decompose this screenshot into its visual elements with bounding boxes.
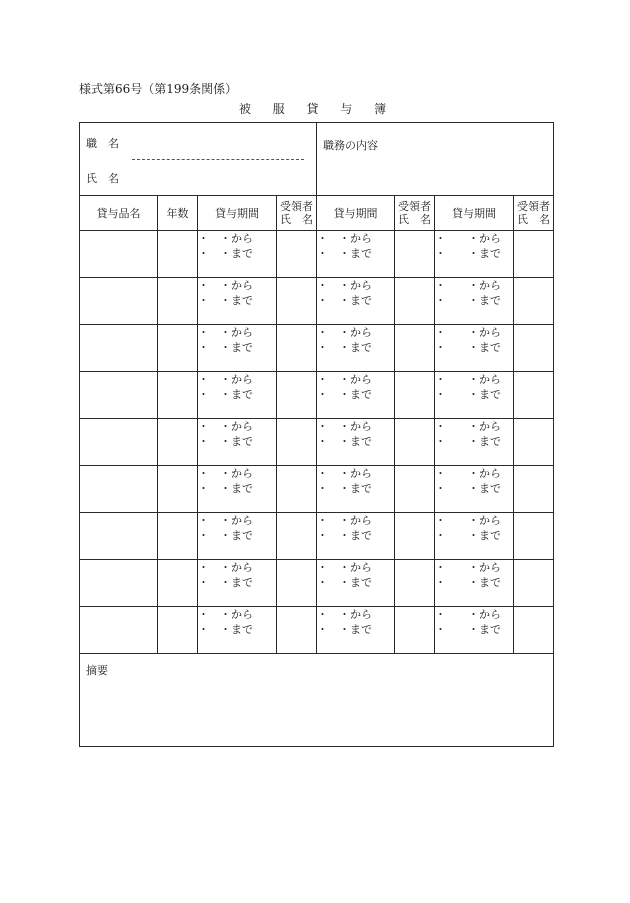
period-cell-3[interactable] xyxy=(435,419,514,466)
period-to-text: ・ ・まで xyxy=(198,529,253,542)
receiver-line2: 氏 名 xyxy=(517,213,550,226)
period-cell-3[interactable] xyxy=(435,607,514,654)
ledger-row xyxy=(80,278,554,325)
period-cell-3[interactable] xyxy=(435,278,514,325)
period-to-text: ・ ・まで xyxy=(198,576,253,589)
clothing-loan-ledger-table xyxy=(79,122,554,747)
period-from-text: ・ ・から xyxy=(317,467,372,480)
item-name-cell[interactable] xyxy=(80,607,158,654)
name-label: 氏 名 xyxy=(86,172,119,185)
period-cell-2[interactable] xyxy=(317,466,395,513)
period-cell-2[interactable] xyxy=(317,607,395,654)
ledger-row xyxy=(80,560,554,607)
period-to-text: ・ ・まで xyxy=(317,623,372,636)
period-from-text: ・ ・から xyxy=(317,608,372,621)
period-cell-2[interactable] xyxy=(317,513,395,560)
period-cell-2[interactable] xyxy=(317,278,395,325)
receiver-cell-3[interactable] xyxy=(514,560,554,607)
ledger-row xyxy=(80,231,554,278)
ledger-row xyxy=(80,607,554,654)
receiver-cell-1[interactable] xyxy=(277,278,317,325)
years-cell[interactable] xyxy=(158,560,198,607)
period-to-text: ・ ・まで xyxy=(435,247,501,260)
period-to-text: ・ ・まで xyxy=(435,435,501,448)
period-cell-1[interactable] xyxy=(198,607,277,654)
remarks-label: 摘要 xyxy=(86,664,108,677)
period-from-text: ・ ・から xyxy=(435,373,501,386)
period-to-text: ・ ・まで xyxy=(317,294,372,307)
column-header-years: 年数 xyxy=(158,196,198,231)
period-to-text: ・ ・まで xyxy=(198,388,253,401)
period-cell-3[interactable] xyxy=(435,466,514,513)
period-to-text: ・ ・まで xyxy=(435,482,501,495)
receiver-line2: 氏 名 xyxy=(398,213,431,226)
period-from-text: ・ ・から xyxy=(198,561,253,574)
column-header-period-3: 貸与期間 xyxy=(435,196,514,231)
period-cell-2[interactable] xyxy=(317,419,395,466)
years-cell[interactable] xyxy=(158,278,198,325)
item-name-cell[interactable] xyxy=(80,419,158,466)
period-cell-1[interactable] xyxy=(198,231,277,278)
period-cell-3[interactable] xyxy=(435,513,514,560)
receiver-cell-2[interactable] xyxy=(395,560,435,607)
years-cell[interactable] xyxy=(158,466,198,513)
period-to-text: ・ ・まで xyxy=(317,388,372,401)
receiver-cell-3[interactable] xyxy=(514,607,554,654)
period-from-text: ・ ・から xyxy=(317,232,372,245)
years-cell[interactable] xyxy=(158,231,198,278)
period-cell-1[interactable] xyxy=(198,466,277,513)
ledger-row xyxy=(80,419,554,466)
period-from-text: ・ ・から xyxy=(198,608,253,621)
period-from-text: ・ ・から xyxy=(198,467,253,480)
receiver-cell-3[interactable] xyxy=(514,325,554,372)
receiver-cell-1[interactable] xyxy=(277,607,317,654)
period-to-text: ・ ・まで xyxy=(198,482,253,495)
period-from-text: ・ ・から xyxy=(435,561,501,574)
receiver-cell-1[interactable] xyxy=(277,513,317,560)
period-to-text: ・ ・まで xyxy=(198,341,253,354)
period-cell-3[interactable] xyxy=(435,372,514,419)
receiver-cell-3[interactable] xyxy=(514,372,554,419)
period-to-text: ・ ・まで xyxy=(317,435,372,448)
period-from-text: ・ ・から xyxy=(198,326,253,339)
receiver-cell-1[interactable] xyxy=(277,372,317,419)
period-from-text: ・ ・から xyxy=(198,373,253,386)
period-cell-1[interactable] xyxy=(198,372,277,419)
receiver-cell-1[interactable] xyxy=(277,466,317,513)
receiver-cell-2[interactable] xyxy=(395,278,435,325)
column-header-period-2: 貸与期間 xyxy=(317,196,395,231)
ledger-row xyxy=(80,372,554,419)
period-to-text: ・ ・まで xyxy=(198,435,253,448)
receiver-cell-2[interactable] xyxy=(395,372,435,419)
period-from-text: ・ ・から xyxy=(198,514,253,527)
period-from-text: ・ ・から xyxy=(198,279,253,292)
period-to-text: ・ ・まで xyxy=(198,294,253,307)
duty-content-field[interactable] xyxy=(317,123,554,196)
form-number-label: 様式第66号（第199条関係） xyxy=(79,82,238,96)
column-header-receiver-1 xyxy=(277,196,317,231)
period-from-text: ・ ・から xyxy=(435,608,501,621)
receiver-line1: 受領者 xyxy=(280,200,313,213)
period-from-text: ・ ・から xyxy=(198,420,253,433)
receiver-cell-1[interactable] xyxy=(277,231,317,278)
period-to-text: ・ ・まで xyxy=(435,341,501,354)
period-cell-1[interactable] xyxy=(198,419,277,466)
period-cell-2[interactable] xyxy=(317,325,395,372)
post-label: 職 名 xyxy=(86,137,119,150)
ledger-row xyxy=(80,325,554,372)
remarks-field[interactable] xyxy=(80,654,554,747)
item-name-cell[interactable] xyxy=(80,325,158,372)
years-cell[interactable] xyxy=(158,372,198,419)
column-header-row xyxy=(80,196,554,231)
years-cell[interactable] xyxy=(158,325,198,372)
column-header-receiver-3 xyxy=(514,196,554,231)
period-from-text: ・ ・から xyxy=(435,232,501,245)
receiver-cell-1[interactable] xyxy=(277,325,317,372)
period-cell-2[interactable] xyxy=(317,372,395,419)
receiver-cell-3[interactable] xyxy=(514,278,554,325)
receiver-line2: 氏 名 xyxy=(280,213,313,226)
period-from-text: ・ ・から xyxy=(435,279,501,292)
period-from-text: ・ ・から xyxy=(317,420,372,433)
years-cell[interactable] xyxy=(158,513,198,560)
column-header-item: 貸与品名 xyxy=(80,196,158,231)
receiver-cell-1[interactable] xyxy=(277,419,317,466)
post-name-field[interactable] xyxy=(80,123,317,196)
period-to-text: ・ ・まで xyxy=(435,529,501,542)
item-name-cell[interactable] xyxy=(80,278,158,325)
period-from-text: ・ ・から xyxy=(317,561,372,574)
years-cell[interactable] xyxy=(158,419,198,466)
years-cell[interactable] xyxy=(158,607,198,654)
receiver-cell-2[interactable] xyxy=(395,607,435,654)
period-to-text: ・ ・まで xyxy=(317,247,372,260)
period-to-text: ・ ・まで xyxy=(198,623,253,636)
period-cell-1[interactable] xyxy=(198,560,277,607)
item-name-cell[interactable] xyxy=(80,231,158,278)
receiver-cell-3[interactable] xyxy=(514,231,554,278)
period-cell-3[interactable] xyxy=(435,560,514,607)
document-title: 被 服 貸 与 簿 xyxy=(238,102,396,116)
item-name-cell[interactable] xyxy=(80,560,158,607)
receiver-line1: 受領者 xyxy=(517,200,550,213)
period-to-text: ・ ・まで xyxy=(435,294,501,307)
period-cell-1[interactable] xyxy=(198,278,277,325)
period-to-text: ・ ・まで xyxy=(317,576,372,589)
period-from-text: ・ ・から xyxy=(435,420,501,433)
duty-content-label: 職務の内容 xyxy=(323,139,378,152)
period-cell-2[interactable] xyxy=(317,231,395,278)
dashed-separator xyxy=(132,159,304,160)
period-from-text: ・ ・から xyxy=(198,232,253,245)
period-from-text: ・ ・から xyxy=(435,514,501,527)
column-header-receiver-2 xyxy=(395,196,435,231)
period-cell-2[interactable] xyxy=(317,560,395,607)
period-cell-1[interactable] xyxy=(198,513,277,560)
period-from-text: ・ ・から xyxy=(317,514,372,527)
period-cell-3[interactable] xyxy=(435,325,514,372)
column-header-period-1: 貸与期間 xyxy=(198,196,277,231)
receiver-cell-2[interactable] xyxy=(395,466,435,513)
ledger-row xyxy=(80,513,554,560)
period-to-text: ・ ・まで xyxy=(198,247,253,260)
period-to-text: ・ ・まで xyxy=(435,388,501,401)
receiver-cell-2[interactable] xyxy=(395,513,435,560)
period-from-text: ・ ・から xyxy=(317,326,372,339)
ledger-row xyxy=(80,466,554,513)
period-to-text: ・ ・まで xyxy=(435,623,501,636)
item-name-cell[interactable] xyxy=(80,466,158,513)
receiver-cell-2[interactable] xyxy=(395,231,435,278)
receiver-cell-2[interactable] xyxy=(395,325,435,372)
receiver-cell-1[interactable] xyxy=(277,560,317,607)
item-name-cell[interactable] xyxy=(80,513,158,560)
period-to-text: ・ ・まで xyxy=(317,529,372,542)
period-from-text: ・ ・から xyxy=(435,326,501,339)
receiver-line1: 受領者 xyxy=(398,200,431,213)
period-from-text: ・ ・から xyxy=(435,467,501,480)
period-to-text: ・ ・まで xyxy=(435,576,501,589)
period-to-text: ・ ・まで xyxy=(317,482,372,495)
period-cell-1[interactable] xyxy=(198,325,277,372)
receiver-cell-3[interactable] xyxy=(514,419,554,466)
period-from-text: ・ ・から xyxy=(317,279,372,292)
period-to-text: ・ ・まで xyxy=(317,341,372,354)
receiver-cell-3[interactable] xyxy=(514,466,554,513)
receiver-cell-3[interactable] xyxy=(514,513,554,560)
receiver-cell-2[interactable] xyxy=(395,419,435,466)
item-name-cell[interactable] xyxy=(80,372,158,419)
period-cell-3[interactable] xyxy=(435,231,514,278)
period-from-text: ・ ・から xyxy=(317,373,372,386)
